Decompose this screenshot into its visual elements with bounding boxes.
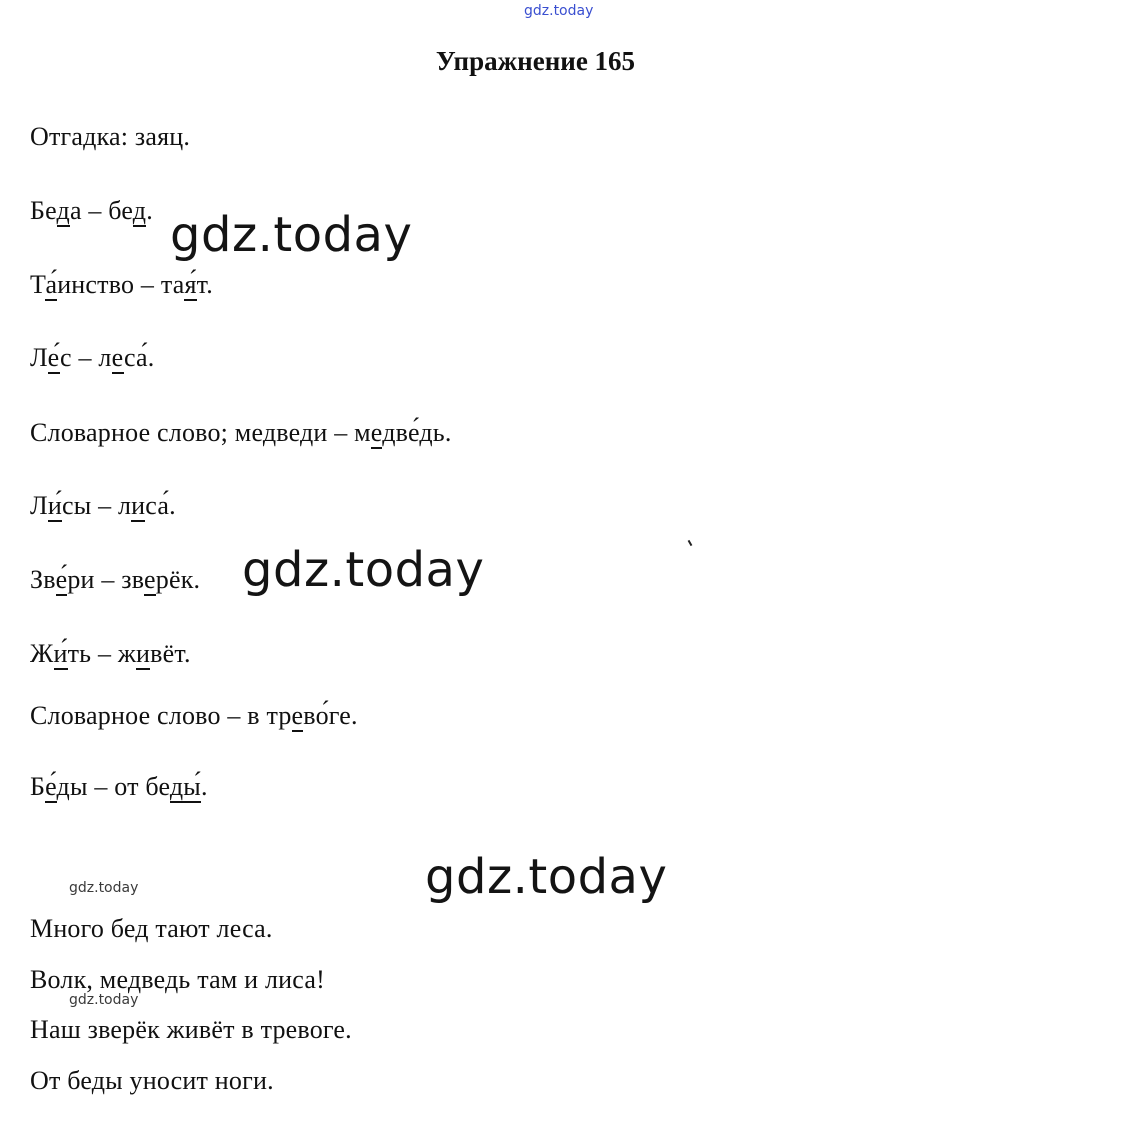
text-part: са́. (145, 491, 176, 520)
riddle-text: Отгадка: заяц. (30, 122, 191, 151)
underlined-letter: и́ (53, 639, 68, 668)
answer-line-zveri (30, 565, 200, 595)
text-part: . (200, 772, 208, 801)
answer-line-tainstvo (30, 270, 213, 300)
underlined-letter: е (370, 418, 383, 447)
underlined-letter: ды́ (169, 772, 201, 801)
underlined-letter: е (111, 343, 124, 372)
text-part: две́дь. (382, 418, 452, 447)
answer-line-beda (30, 196, 153, 226)
answer-line-medved (30, 418, 452, 448)
text-part: Бе (30, 196, 57, 225)
text-part: Л (30, 343, 48, 372)
underlined-letter: е́ (55, 565, 68, 594)
underlined-letter: е (291, 701, 304, 730)
underlined-letter: а́ (45, 270, 58, 299)
answer-line-riddle (30, 122, 190, 152)
underlined-letter: я́ (184, 270, 197, 299)
watermark-small: gdz.today (69, 992, 139, 1008)
underlined-letter: д (132, 196, 147, 225)
underlined-letter: и (136, 639, 151, 668)
text-part: Т (30, 270, 46, 299)
answer-line-bedy (30, 772, 208, 802)
text-part: Словарное слово – в тр (30, 701, 292, 730)
poem-line-4: От беды уносит ноги. (30, 1066, 274, 1095)
underlined-letter: е́ (45, 772, 57, 801)
text-part: Ж (30, 639, 54, 668)
text-part: са́. (123, 343, 155, 372)
exercise-title: Упражнение 165 (435, 46, 636, 76)
text-part: . (146, 196, 153, 225)
text-part: инство – та (57, 270, 185, 299)
text-part: т. (196, 270, 213, 299)
text-part: вёт. (150, 639, 191, 668)
text-part: а – бе (69, 196, 133, 225)
text-part: ды – от бе (56, 772, 170, 801)
underlined-letter: д (56, 196, 70, 225)
answer-line-les (30, 343, 154, 373)
watermark-large: gdz.today (242, 542, 485, 598)
text-part: ть – ж (67, 639, 137, 668)
underlined-letter: е (144, 565, 156, 594)
underlined-letter: и (131, 491, 146, 520)
text-part: ри – зв (67, 565, 145, 594)
text-part: во́ге. (303, 701, 358, 730)
scan-speck (688, 540, 693, 546)
text-part: рёк. (155, 565, 201, 594)
watermark-large: gdz.today (170, 207, 413, 263)
text-part: Л (30, 491, 48, 520)
watermark-top: gdz.today (524, 3, 594, 19)
underlined-letter: е́ (47, 343, 61, 372)
answer-line-zhit (30, 639, 191, 669)
poem-line-2: Волк, медведь там и лиса! (30, 965, 325, 994)
answer-line-trevoga (30, 701, 358, 731)
text-part: с – л (60, 343, 112, 372)
text-part: Зв (30, 565, 56, 594)
watermark-small: gdz.today (69, 880, 139, 896)
watermark-large: gdz.today (425, 849, 668, 905)
answer-line-lisy (30, 491, 176, 521)
underlined-letter: и́ (47, 491, 62, 520)
text-part: сы – л (61, 491, 132, 520)
poem-line-1: Много бед тают леса. (30, 914, 273, 943)
poem-line-3: Наш зверёк живёт в тревоге. (30, 1015, 352, 1044)
text-part: Словарное слово; медведи – м (30, 418, 371, 447)
text-part: Б (30, 772, 46, 801)
